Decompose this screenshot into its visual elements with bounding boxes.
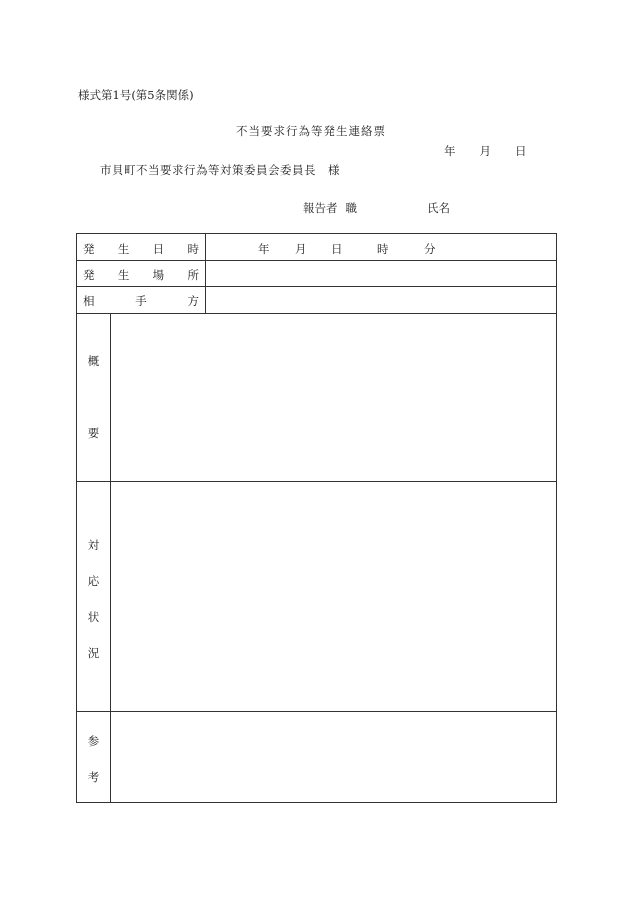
- datetime-minute-unit: 分: [424, 242, 436, 256]
- report-date-line: [444, 143, 527, 159]
- form-title: 不当要求行為等発生連絡票: [236, 124, 386, 138]
- summary-label: 概 要: [87, 354, 100, 440]
- addressee: 市貝町不当要求行為等対策委員会委員長 様: [100, 163, 340, 177]
- counterpart-label: 相 手 方: [83, 294, 199, 308]
- row-divider: [77, 286, 556, 287]
- column-divider: [205, 234, 206, 313]
- date-month-unit: 月: [479, 144, 491, 158]
- reporter-position-label: 職: [345, 201, 357, 215]
- datetime-year-unit: 年: [258, 242, 270, 256]
- reporter-label: 報告者: [303, 201, 338, 215]
- remarks-label: 参 考: [87, 734, 100, 784]
- row-divider: [77, 481, 556, 482]
- reporter-name-label: 氏名: [427, 201, 450, 215]
- column-divider: [110, 313, 111, 802]
- incident-report-table: [76, 233, 557, 803]
- date-day-unit: 日: [515, 144, 527, 158]
- response-status-label: 対 応 状 況: [87, 538, 100, 660]
- form-number: 様式第1号(第5条関係): [78, 88, 194, 102]
- occurrence-place-label: 発 生 場 所: [83, 268, 199, 282]
- occurrence-datetime-label: 発 生 日 時: [83, 242, 199, 256]
- row-divider: [77, 260, 556, 261]
- date-year-unit: 年: [444, 144, 456, 158]
- row-divider: [77, 313, 556, 314]
- row-divider: [77, 711, 556, 712]
- reporter-line: [303, 200, 450, 216]
- datetime-day-unit: 日: [331, 242, 343, 256]
- datetime-month-unit: 月: [295, 242, 307, 256]
- datetime-hour-unit: 時: [377, 242, 389, 256]
